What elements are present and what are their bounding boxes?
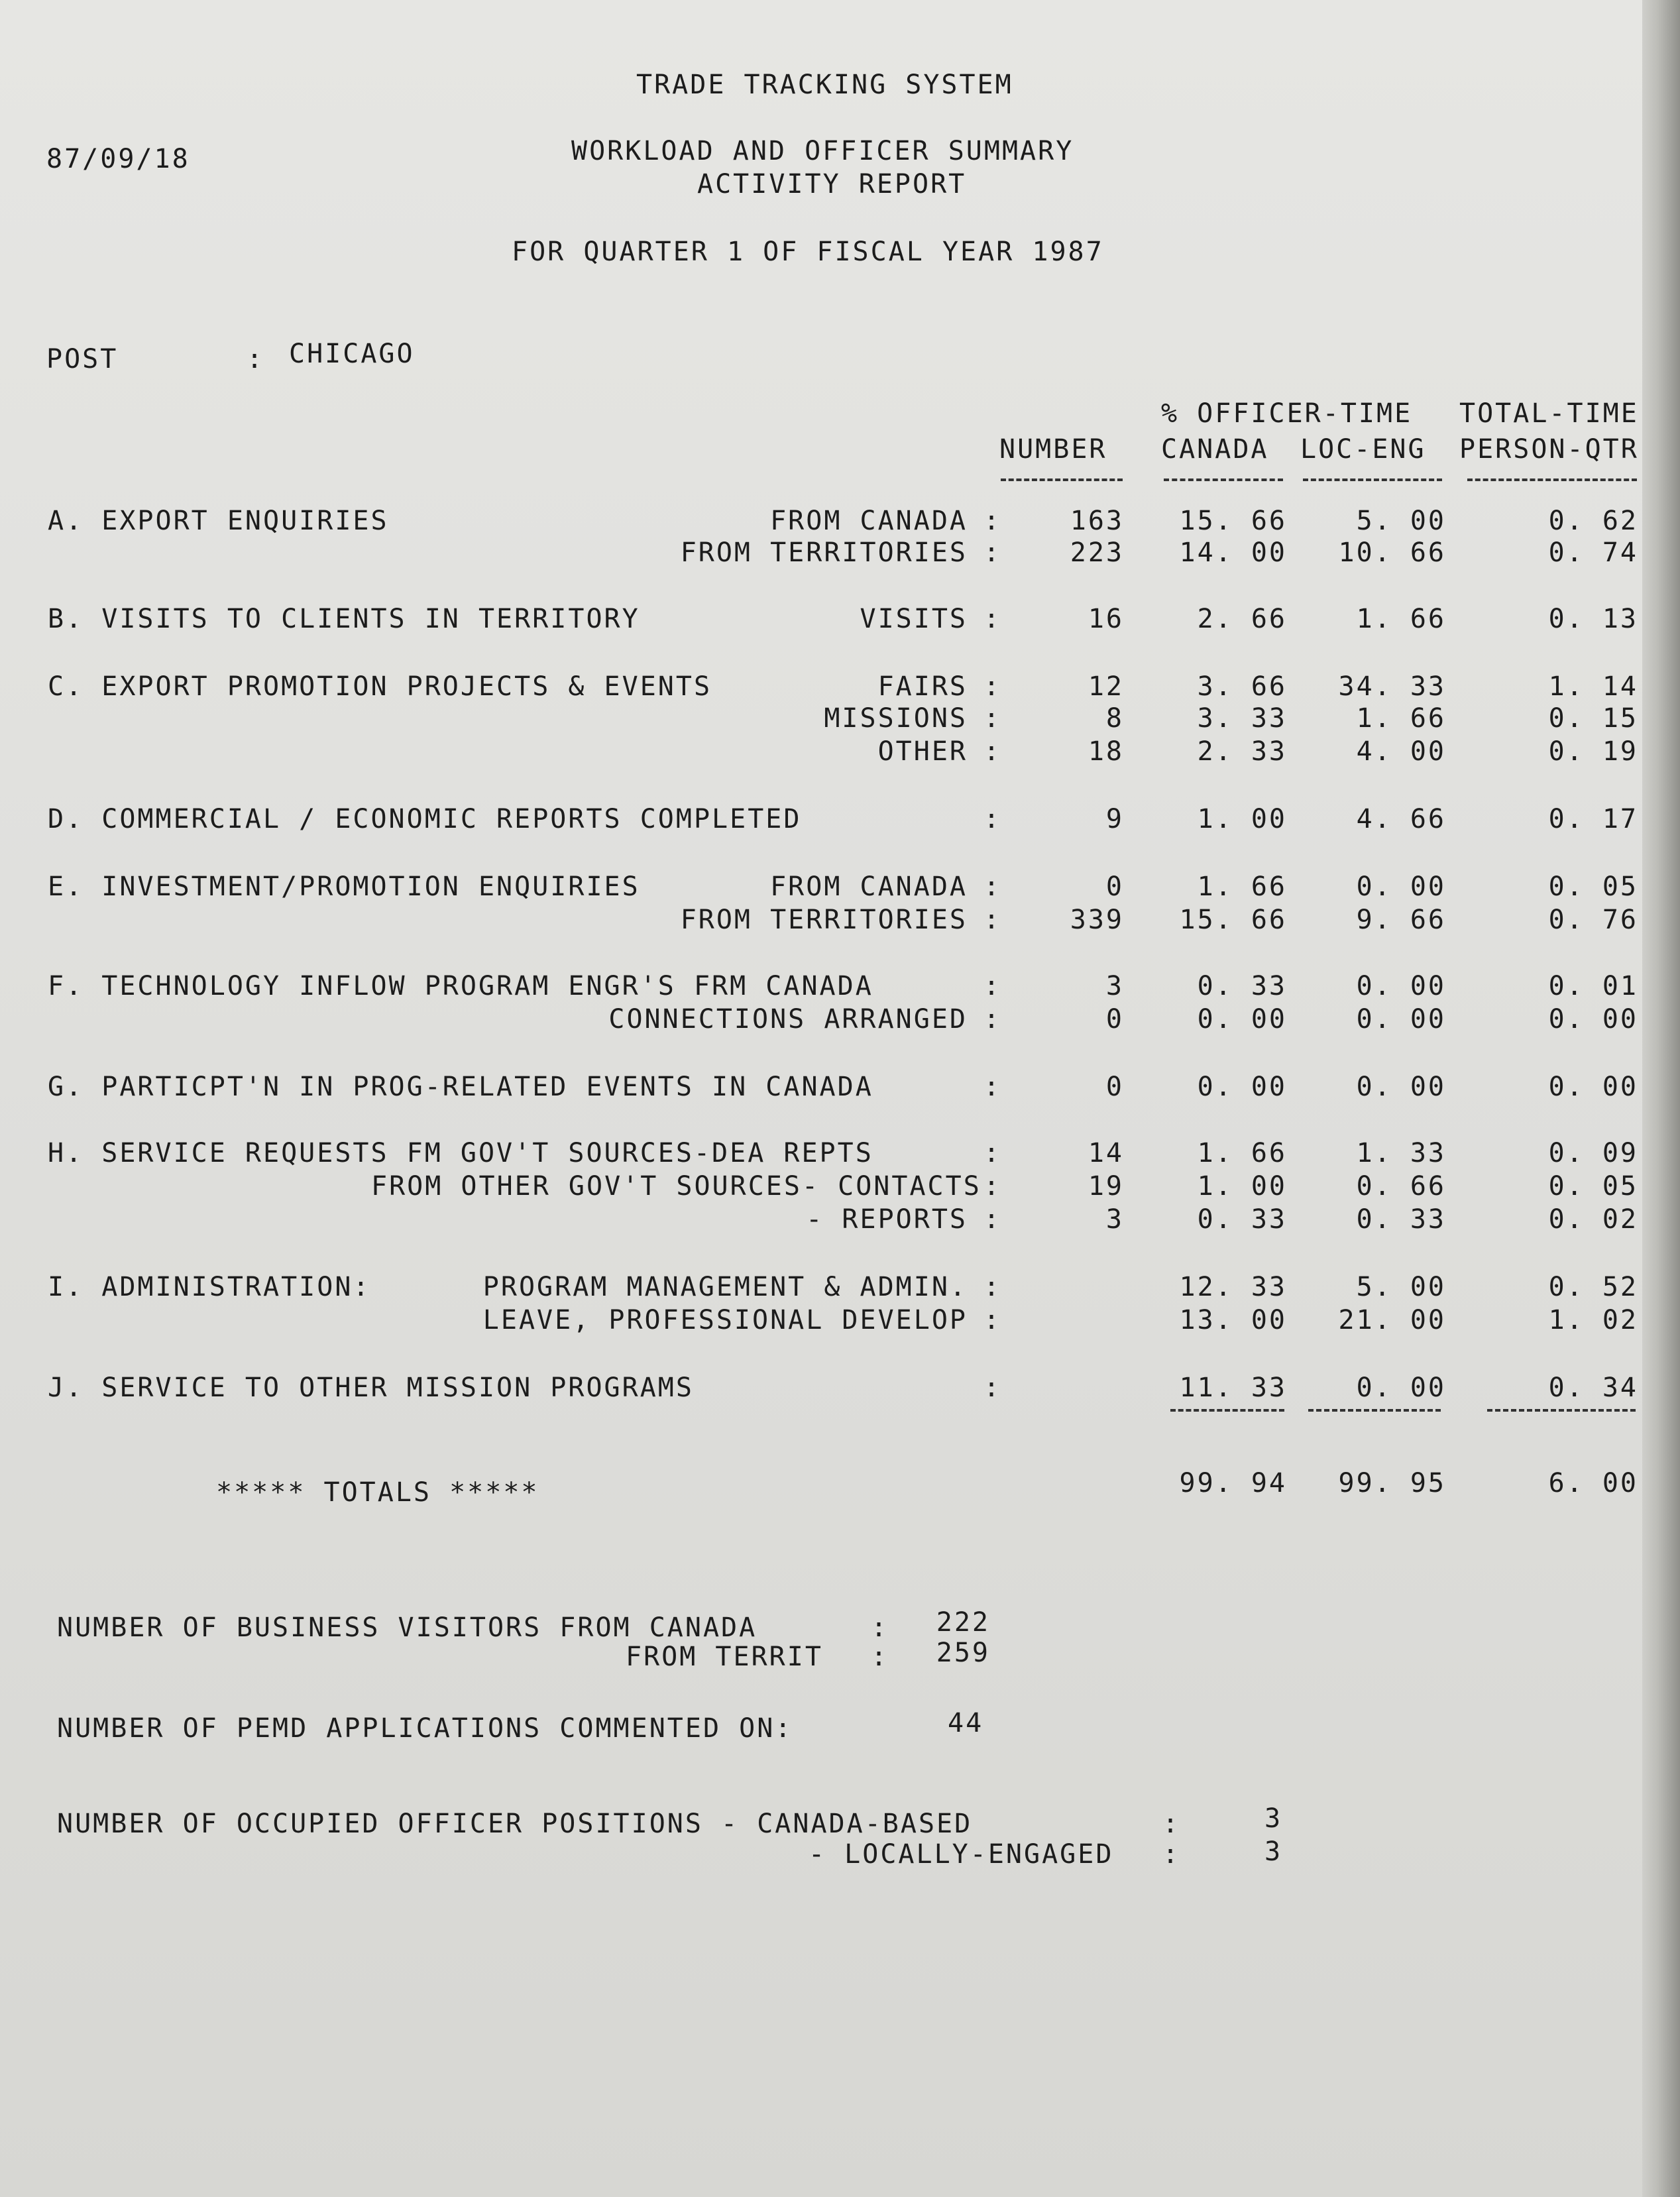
row-loc-eng-pct: 21. 00 bbox=[1338, 1305, 1446, 1335]
row-canada-pct: 2. 33 bbox=[1197, 736, 1287, 767]
row-loc-eng-pct: 34. 33 bbox=[1338, 671, 1446, 702]
visitors-territ-value: 259 bbox=[936, 1638, 990, 1668]
header-rule-canada bbox=[1164, 479, 1283, 481]
row-colon: : bbox=[983, 1138, 1002, 1168]
row-loc-eng-pct: 0. 33 bbox=[1356, 1204, 1446, 1235]
row-person-qtr: 0. 52 bbox=[1548, 1272, 1638, 1302]
row-canada-pct: 2. 66 bbox=[1197, 604, 1287, 634]
totals-rule-person bbox=[1487, 1409, 1636, 1412]
row-colon: : bbox=[983, 905, 1002, 935]
row-person-qtr: 0. 76 bbox=[1548, 905, 1638, 935]
report-subtitle: ACTIVITY REPORT bbox=[697, 169, 967, 199]
row-colon: : bbox=[983, 1204, 1002, 1235]
row-canada-pct: 12. 33 bbox=[1179, 1272, 1287, 1302]
row-loc-eng-pct: 4. 66 bbox=[1356, 804, 1446, 834]
row-person-qtr: 0. 19 bbox=[1548, 736, 1638, 767]
row-subcategory: FROM CANADA bbox=[770, 506, 968, 536]
visitors-colon-1: : bbox=[871, 1612, 889, 1643]
row-subcategory: FROM TERRITORIES bbox=[680, 537, 968, 568]
system-title: TRADE TRACKING SYSTEM bbox=[636, 70, 1013, 100]
row-subcategory: LEAVE, PROFESSIONAL DEVELOP bbox=[482, 1305, 968, 1335]
row-person-qtr: 1. 14 bbox=[1548, 671, 1638, 702]
row-person-qtr: 0. 62 bbox=[1548, 506, 1638, 536]
row-person-qtr: 0. 05 bbox=[1548, 1171, 1638, 1202]
row-number: 339 bbox=[1070, 905, 1124, 935]
row-colon: : bbox=[983, 1004, 1002, 1035]
row-colon: : bbox=[983, 804, 1002, 834]
row-category: C. EXPORT PROMOTION PROJECTS & EVENTS bbox=[48, 671, 712, 702]
row-number: 3 bbox=[1105, 971, 1124, 1001]
report-date: 87/09/18 bbox=[46, 144, 190, 174]
row-person-qtr: 0. 09 bbox=[1548, 1138, 1638, 1168]
row-person-qtr: 1. 02 bbox=[1548, 1305, 1638, 1335]
col-head-number: NUMBER bbox=[999, 434, 1107, 465]
row-loc-eng-pct: 0. 00 bbox=[1356, 971, 1446, 1001]
row-colon: : bbox=[983, 872, 1002, 902]
row-number: 0 bbox=[1105, 1072, 1124, 1102]
row-loc-eng-pct: 1. 66 bbox=[1356, 703, 1446, 734]
header-rule-loc-eng bbox=[1303, 479, 1442, 481]
row-subcategory: FROM OTHER GOV'T SOURCES- CONTACTS bbox=[371, 1171, 981, 1202]
row-canada-pct: 11. 33 bbox=[1179, 1373, 1287, 1403]
row-category: G. PARTICPT'N IN PROG-RELATED EVENTS IN CANADA bbox=[48, 1072, 873, 1102]
report-title: WORKLOAD AND OFFICER SUMMARY bbox=[571, 136, 1074, 166]
row-loc-eng-pct: 0. 66 bbox=[1356, 1171, 1446, 1202]
row-loc-eng-pct: 9. 66 bbox=[1356, 905, 1446, 935]
row-number: 0 bbox=[1105, 1004, 1124, 1035]
row-person-qtr: 0. 00 bbox=[1548, 1072, 1638, 1102]
row-number: 0 bbox=[1105, 872, 1124, 902]
totals-rule-loc-eng bbox=[1308, 1409, 1441, 1412]
row-category: B. VISITS TO CLIENTS IN TERRITORY bbox=[48, 604, 640, 634]
row-person-qtr: 0. 17 bbox=[1548, 804, 1638, 834]
row-number: 16 bbox=[1088, 604, 1124, 634]
row-colon: : bbox=[983, 703, 1002, 734]
row-person-qtr: 0. 05 bbox=[1548, 872, 1638, 902]
row-category: I. ADMINISTRATION: bbox=[48, 1272, 371, 1302]
totals-label: ***** TOTALS ***** bbox=[216, 1477, 539, 1508]
row-number: 18 bbox=[1088, 736, 1124, 767]
post-label: POST bbox=[46, 344, 119, 374]
row-number: 223 bbox=[1070, 537, 1124, 568]
row-subcategory: - REPORTS bbox=[806, 1204, 968, 1235]
positions-colon-2: : bbox=[1162, 1839, 1181, 1870]
row-category: J. SERVICE TO OTHER MISSION PROGRAMS bbox=[48, 1373, 694, 1403]
header-rule-number bbox=[1001, 479, 1123, 481]
row-number: 9 bbox=[1105, 804, 1124, 834]
row-category: E. INVESTMENT/PROMOTION ENQUIRIES bbox=[48, 872, 640, 902]
totals-person: 6. 00 bbox=[1548, 1468, 1638, 1498]
row-colon: : bbox=[983, 537, 1002, 568]
row-loc-eng-pct: 5. 00 bbox=[1356, 506, 1446, 536]
pemd-label: NUMBER OF PEMD APPLICATIONS COMMENTED ON: bbox=[57, 1713, 793, 1744]
row-person-qtr: 0. 13 bbox=[1548, 604, 1638, 634]
row-number: 163 bbox=[1070, 506, 1124, 536]
row-canada-pct: 1. 66 bbox=[1197, 872, 1287, 902]
row-colon: : bbox=[983, 1305, 1002, 1335]
row-colon: : bbox=[983, 1072, 1002, 1102]
col-head-loc-eng: LOC-ENG bbox=[1300, 434, 1426, 465]
row-canada-pct: 15. 66 bbox=[1179, 905, 1287, 935]
row-canada-pct: 0. 00 bbox=[1197, 1072, 1287, 1102]
col-head-canada: CANADA bbox=[1161, 434, 1269, 465]
row-canada-pct: 3. 33 bbox=[1197, 703, 1287, 734]
row-canada-pct: 3. 66 bbox=[1197, 671, 1287, 702]
visitors-canada-value: 222 bbox=[936, 1607, 990, 1638]
row-canada-pct: 0. 33 bbox=[1197, 971, 1287, 1001]
row-subcategory: FROM CANADA bbox=[770, 872, 968, 902]
row-loc-eng-pct: 10. 66 bbox=[1338, 537, 1446, 568]
row-loc-eng-pct: 0. 00 bbox=[1356, 1373, 1446, 1403]
row-colon: : bbox=[983, 736, 1002, 767]
pemd-value: 44 bbox=[948, 1708, 984, 1738]
row-subcategory: FAIRS bbox=[877, 671, 968, 702]
positions-colon-1: : bbox=[1162, 1809, 1181, 1839]
header-rule-person bbox=[1467, 479, 1637, 481]
row-subcategory: CONNECTIONS ARRANGED bbox=[608, 1004, 968, 1035]
row-colon: : bbox=[983, 971, 1002, 1001]
row-person-qtr: 0. 74 bbox=[1548, 537, 1638, 568]
row-number: 12 bbox=[1088, 671, 1124, 702]
row-subcategory: MISSIONS bbox=[824, 703, 968, 734]
post-value: CHICAGO bbox=[289, 339, 415, 369]
post-separator: : bbox=[247, 344, 265, 374]
row-person-qtr: 0. 15 bbox=[1548, 703, 1638, 734]
row-category: A. EXPORT ENQUIRIES bbox=[48, 506, 389, 536]
row-subcategory: OTHER bbox=[877, 736, 968, 767]
col-head-pct: % OFFICER-TIME bbox=[1161, 398, 1413, 429]
row-number: 8 bbox=[1105, 703, 1124, 734]
totals-rule-canada bbox=[1170, 1409, 1284, 1412]
row-category: D. COMMERCIAL / ECONOMIC REPORTS COMPLETED bbox=[48, 804, 802, 834]
positions-label: NUMBER OF OCCUPIED OFFICER POSITIONS - CANADA-BASED bbox=[57, 1809, 973, 1839]
row-number: 3 bbox=[1105, 1204, 1124, 1235]
positions-le-value: 3 bbox=[1264, 1836, 1283, 1867]
totals-canada: 99. 94 bbox=[1179, 1468, 1287, 1498]
row-colon: : bbox=[983, 604, 1002, 634]
row-canada-pct: 1. 00 bbox=[1197, 804, 1287, 834]
row-category: F. TECHNOLOGY INFLOW PROGRAM ENGR'S FRM CANADA bbox=[48, 971, 873, 1001]
page-edge bbox=[1642, 0, 1680, 2197]
row-person-qtr: 0. 01 bbox=[1548, 971, 1638, 1001]
row-person-qtr: 0. 34 bbox=[1548, 1373, 1638, 1403]
row-canada-pct: 15. 66 bbox=[1179, 506, 1287, 536]
row-loc-eng-pct: 0. 00 bbox=[1356, 872, 1446, 902]
row-canada-pct: 13. 00 bbox=[1179, 1305, 1287, 1335]
row-subcategory: PROGRAM MANAGEMENT & ADMIN. bbox=[482, 1272, 968, 1302]
row-number: 14 bbox=[1088, 1138, 1124, 1168]
report-period: FOR QUARTER 1 OF FISCAL YEAR 1987 bbox=[512, 237, 1104, 267]
row-canada-pct: 0. 00 bbox=[1197, 1004, 1287, 1035]
totals-loc-eng: 99. 95 bbox=[1338, 1468, 1446, 1498]
visitors-territ-label: FROM TERRIT bbox=[626, 1642, 823, 1672]
row-person-qtr: 0. 02 bbox=[1548, 1204, 1638, 1235]
row-colon: : bbox=[983, 506, 1002, 536]
row-loc-eng-pct: 0. 00 bbox=[1356, 1004, 1446, 1035]
row-loc-eng-pct: 1. 66 bbox=[1356, 604, 1446, 634]
row-colon: : bbox=[983, 1171, 1002, 1202]
col-head-total: TOTAL-TIME bbox=[1459, 398, 1639, 429]
row-canada-pct: 0. 33 bbox=[1197, 1204, 1287, 1235]
col-head-person-qtr: PERSON-QTR bbox=[1459, 434, 1639, 465]
visitors-colon-2: : bbox=[871, 1642, 889, 1672]
visitors-label: NUMBER OF BUSINESS VISITORS FROM CANADA bbox=[57, 1612, 757, 1643]
row-category: H. SERVICE REQUESTS FM GOV'T SOURCES-DEA REPTS bbox=[48, 1138, 873, 1168]
row-colon: : bbox=[983, 1272, 1002, 1302]
positions-le-label: - LOCALLY-ENGAGED bbox=[809, 1839, 1114, 1870]
row-loc-eng-pct: 4. 00 bbox=[1356, 736, 1446, 767]
row-canada-pct: 14. 00 bbox=[1179, 537, 1287, 568]
row-loc-eng-pct: 1. 33 bbox=[1356, 1138, 1446, 1168]
row-colon: : bbox=[983, 671, 1002, 702]
row-loc-eng-pct: 5. 00 bbox=[1356, 1272, 1446, 1302]
row-colon: : bbox=[983, 1373, 1002, 1403]
row-number: 19 bbox=[1088, 1171, 1124, 1202]
row-canada-pct: 1. 66 bbox=[1197, 1138, 1287, 1168]
row-subcategory: FROM TERRITORIES bbox=[680, 905, 968, 935]
row-subcategory: VISITS bbox=[860, 604, 968, 634]
positions-canada-value: 3 bbox=[1264, 1803, 1283, 1834]
row-canada-pct: 1. 00 bbox=[1197, 1171, 1287, 1202]
row-person-qtr: 0. 00 bbox=[1548, 1004, 1638, 1035]
row-loc-eng-pct: 0. 00 bbox=[1356, 1072, 1446, 1102]
